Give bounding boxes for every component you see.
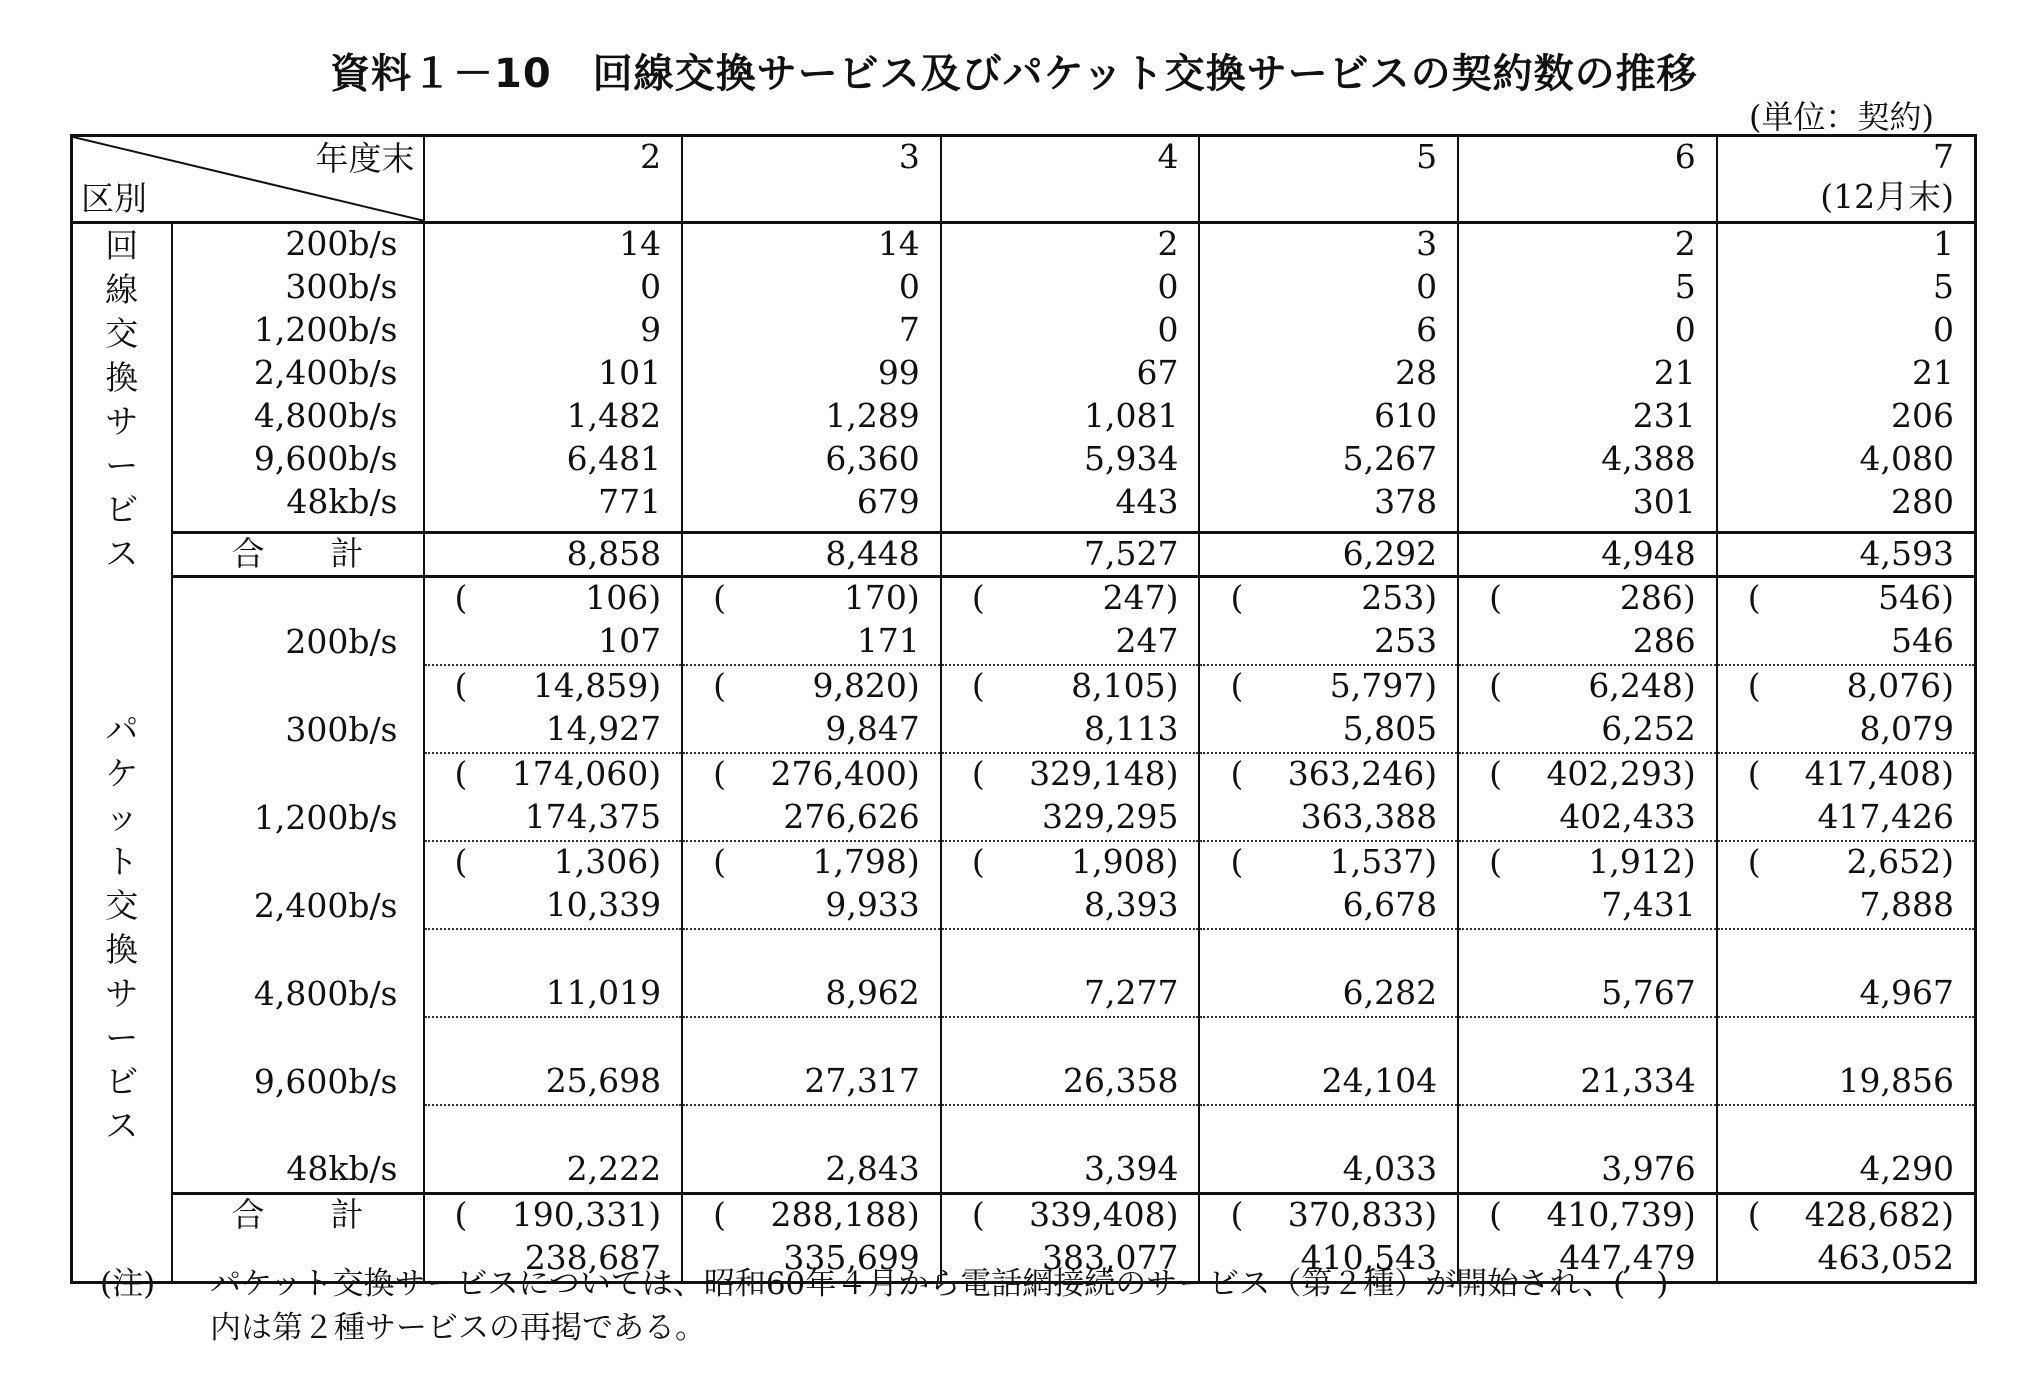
- table-cell: [941, 753, 1200, 841]
- speed-label: 4,800b/s: [172, 929, 424, 1017]
- table-cell: 0: [1933, 310, 1954, 349]
- group-char: パ: [105, 710, 139, 750]
- paren-value: [1718, 930, 1954, 973]
- group-char: 交: [105, 314, 139, 353]
- speed-label: 4,800b/s: [253, 396, 398, 435]
- value: 410,543: [1300, 1237, 1438, 1277]
- table-cell: [1199, 665, 1458, 753]
- value: 546: [1891, 620, 1954, 660]
- table-cell: 14: [619, 224, 662, 263]
- table-cell: 7: [898, 310, 920, 349]
- speed-column: [172, 223, 424, 533]
- table-cell: [682, 1105, 941, 1194]
- speed-label: 48kb/s: [286, 482, 398, 521]
- table-cell: [1717, 841, 1976, 929]
- total-cell: 8,448: [682, 532, 941, 576]
- paren-value: [425, 930, 662, 973]
- paren-value: ( 1,306): [454, 841, 662, 881]
- value: 8,962: [825, 972, 920, 1012]
- table-cell: 28: [1395, 353, 1438, 392]
- table-cell: 1,081: [1083, 396, 1179, 435]
- paren-value: [683, 1018, 920, 1061]
- value: 26,358: [1063, 1060, 1179, 1100]
- packet-row: [72, 665, 1976, 753]
- packet-group-label: [72, 576, 172, 1282]
- paren-value: [425, 1106, 662, 1149]
- paren-value: ( 363,246): [1230, 753, 1438, 793]
- value: 9,933: [825, 884, 920, 924]
- paren-value: ( 5,797): [1230, 665, 1438, 705]
- table-cell: [1199, 1017, 1458, 1105]
- speed-label: 9,600b/s: [253, 439, 398, 478]
- table-cell: 206: [1891, 396, 1954, 435]
- table-cell: 5,934: [1083, 439, 1179, 478]
- group-char: ビ: [105, 490, 139, 529]
- table-cell: 1,289: [825, 396, 920, 435]
- group-char: ビ: [105, 1062, 139, 1102]
- table-cell: [941, 1017, 1200, 1105]
- table-cell: 21: [1912, 353, 1954, 392]
- table-cell: [1199, 1105, 1458, 1194]
- paren-value: ( 170): [713, 577, 920, 617]
- corner-top-label: 年度末: [315, 139, 415, 178]
- paren-value: [1200, 930, 1437, 973]
- circuit-group-label: [72, 223, 172, 577]
- table-cell: [682, 1017, 941, 1105]
- table-cell: [941, 841, 1200, 929]
- paren-value: ( 8,105): [971, 665, 1179, 705]
- corner-cell: [72, 136, 424, 223]
- value: 4,967: [1859, 972, 1954, 1012]
- table-cell: 0: [1674, 310, 1696, 349]
- table-cell: 301: [1632, 482, 1696, 521]
- value: 11,019: [545, 972, 662, 1012]
- value: 25,698: [545, 1060, 662, 1100]
- value: 8,393: [1083, 884, 1179, 924]
- speed-label: 300b/s: [285, 267, 398, 306]
- table-cell: 280: [1891, 482, 1954, 521]
- total-cell: 7,527: [941, 532, 1200, 576]
- paren-value: ( 329,148): [971, 753, 1179, 793]
- paren-value: ( 410,739): [1489, 1194, 1696, 1234]
- table-cell: [1458, 576, 1717, 665]
- value: 9,847: [825, 708, 920, 748]
- value-column: [682, 223, 941, 533]
- value: 5,767: [1601, 972, 1696, 1012]
- table-cell: 679: [856, 482, 920, 521]
- value: 276,626: [783, 796, 920, 836]
- group-char: ッ: [105, 798, 139, 838]
- table-cell: [424, 841, 683, 929]
- paren-value: ( 546): [1747, 577, 1954, 617]
- paren-value: ( 1,912): [1489, 841, 1696, 881]
- header-row: [72, 136, 1976, 223]
- paren-value: [683, 930, 920, 973]
- total-cell: 8,858: [424, 532, 683, 576]
- speed-label: 200b/s: [285, 224, 398, 263]
- paren-value: ( 14,859): [454, 665, 662, 705]
- group-char: ー: [105, 446, 139, 485]
- table-cell: [1717, 576, 1976, 665]
- packet-row: [72, 841, 1976, 929]
- year-header: 5: [1199, 136, 1458, 223]
- value-column: [1199, 223, 1458, 533]
- page-title: 資料１－10 回線交換サービス及びパケット交換サービスの契約数の推移: [330, 51, 1698, 97]
- table-cell: [424, 576, 683, 665]
- table-cell: 1,482: [566, 396, 662, 435]
- value: 8,079: [1859, 708, 1954, 748]
- group-char: 回: [105, 226, 139, 265]
- value-column: [1458, 223, 1717, 533]
- paren-value: [942, 1106, 1179, 1149]
- table-cell: 2: [1674, 224, 1696, 263]
- paren-value: [1459, 930, 1696, 973]
- year-header: 7 (12月末): [1717, 136, 1976, 223]
- footnote: [100, 1262, 1668, 1350]
- group-char: ケ: [105, 754, 139, 794]
- value-column: [941, 223, 1200, 533]
- total-cell: 6,292: [1199, 532, 1458, 576]
- table-cell: 4,080: [1859, 439, 1954, 478]
- table-cell: 67: [1136, 353, 1179, 392]
- speed-label: 2,400b/s: [172, 841, 424, 929]
- speed-label: 1,200b/s: [172, 753, 424, 841]
- table-cell: 0: [1416, 267, 1438, 306]
- paren-value: ( 2,652): [1747, 841, 1954, 881]
- value: 4,033: [1342, 1148, 1438, 1188]
- table-cell: [1717, 1105, 1976, 1194]
- year-header: 4: [941, 136, 1200, 223]
- table-cell: 0: [1157, 267, 1179, 306]
- paren-value: ( 190,331): [454, 1194, 662, 1234]
- paren-value: ( 1,798): [713, 841, 920, 881]
- paren-value: ( 276,400): [713, 753, 920, 793]
- paren-value: ( 339,408): [971, 1194, 1179, 1234]
- table-cell: 9: [640, 310, 662, 349]
- table-cell: 5: [1674, 267, 1696, 306]
- paren-value: ( 428,682): [1747, 1194, 1954, 1234]
- table-cell: 0: [898, 267, 920, 306]
- total-cell: 4,593: [1717, 532, 1976, 576]
- group-char: 線: [105, 270, 139, 309]
- table-cell: [941, 1105, 1200, 1194]
- year-header: 3: [682, 136, 941, 223]
- value: 8,113: [1083, 708, 1179, 748]
- table-cell: 378: [1374, 482, 1438, 521]
- speed-label: 300b/s: [172, 665, 424, 753]
- value: 5,805: [1342, 708, 1438, 748]
- table-cell: [682, 576, 941, 665]
- speed-label: 200b/s: [172, 576, 424, 665]
- table-cell: [1458, 929, 1717, 1017]
- table-cell: [1458, 665, 1717, 753]
- value: 363,388: [1300, 796, 1438, 836]
- table-cell: 610: [1374, 396, 1438, 435]
- paren-value: [942, 930, 1179, 973]
- paren-value: [1718, 1018, 1954, 1061]
- table-cell: 1: [1933, 224, 1954, 263]
- total-cell: 4,948: [1458, 532, 1717, 576]
- value: 247: [1115, 620, 1179, 660]
- table-cell: [1717, 665, 1976, 753]
- value: 24,104: [1321, 1060, 1438, 1100]
- value: 286: [1632, 620, 1696, 660]
- table-cell: [682, 753, 941, 841]
- year-header: 6: [1458, 136, 1717, 223]
- circuit-total-row: [72, 532, 1976, 576]
- table-cell: [424, 665, 683, 753]
- value: 463,052: [1817, 1237, 1954, 1277]
- table-cell: [424, 1017, 683, 1105]
- group-char: ス: [105, 1106, 139, 1146]
- table-cell: [1458, 1105, 1717, 1194]
- paren-value: [1200, 1106, 1437, 1149]
- data-table: [70, 134, 1977, 1284]
- speed-label: 2,400b/s: [253, 353, 398, 392]
- total-label: 合 計: [172, 532, 424, 576]
- group-char: ー: [105, 1018, 139, 1058]
- paren-value: ( 1,908): [971, 841, 1179, 881]
- packet-row: [72, 576, 1976, 665]
- value: 14,927: [545, 708, 662, 748]
- group-char: ス: [105, 534, 139, 573]
- year-header: 2: [424, 136, 683, 223]
- unit-label: (単位：契約): [1749, 98, 1934, 136]
- paren-value: ( 174,060): [454, 753, 662, 793]
- table-cell: [682, 665, 941, 753]
- footnote-line2: 内は第２種サービスの再掲である。: [210, 1310, 706, 1346]
- paren-value: [1718, 1106, 1954, 1149]
- group-char: 換: [105, 930, 139, 970]
- table-cell: [941, 665, 1200, 753]
- value: 335,699: [783, 1237, 920, 1277]
- packet-row: [72, 753, 1976, 841]
- value: 329,295: [1042, 796, 1179, 836]
- paren-value: ( 370,833): [1230, 1194, 1438, 1234]
- value: 27,317: [804, 1060, 920, 1100]
- table-cell: 6,481: [566, 439, 662, 478]
- table-cell: 4,388: [1601, 439, 1696, 478]
- table-cell: 6: [1416, 310, 1438, 349]
- table-cell: 21: [1653, 353, 1696, 392]
- value: 171: [856, 620, 920, 660]
- paren-value: [425, 1018, 662, 1061]
- packet-row: [72, 929, 1976, 1017]
- paren-value: [942, 1018, 1179, 1061]
- paren-value: ( 1,537): [1230, 841, 1438, 881]
- speed-label: 1,200b/s: [253, 310, 398, 349]
- table-cell: [1199, 929, 1458, 1017]
- table-cell: [1199, 753, 1458, 841]
- group-char: ト: [105, 842, 139, 882]
- packet-row: [72, 1017, 1976, 1105]
- value: 3,394: [1083, 1148, 1179, 1188]
- paren-value: ( 288,188): [713, 1194, 920, 1234]
- group-char: サ: [105, 402, 139, 441]
- table-cell: [424, 929, 683, 1017]
- circuit-rows: [72, 223, 1976, 533]
- table-cell: 99: [877, 353, 920, 392]
- value: 417,426: [1817, 796, 1954, 836]
- value: 2,222: [566, 1148, 662, 1188]
- value: 174,375: [524, 796, 662, 836]
- value: 7,277: [1083, 972, 1179, 1012]
- table-cell: 14: [877, 224, 920, 263]
- total-cell: [1717, 1193, 1976, 1282]
- table-cell: [682, 841, 941, 929]
- table-cell: 231: [1632, 396, 1696, 435]
- paren-value: ( 8,076): [1747, 665, 1954, 705]
- value: 107: [598, 620, 662, 660]
- value: 21,334: [1580, 1060, 1696, 1100]
- paren-value: ( 106): [454, 577, 662, 617]
- table-cell: [941, 576, 1200, 665]
- paren-value: [683, 1106, 920, 1149]
- table-cell: [1717, 753, 1976, 841]
- value: 10,339: [545, 884, 662, 924]
- table-cell: 443: [1115, 482, 1179, 521]
- value: 253: [1374, 620, 1438, 660]
- paren-value: ( 9,820): [713, 665, 920, 705]
- corner-bottom-label: 区別: [81, 179, 147, 218]
- value: 7,431: [1601, 884, 1696, 924]
- total-label: 合 計: [172, 1193, 424, 1282]
- packet-row: [72, 1105, 1976, 1194]
- table-cell: [1717, 1017, 1976, 1105]
- table-cell: [1458, 841, 1717, 929]
- table-cell: 3: [1416, 224, 1438, 263]
- table-cell: 2: [1157, 224, 1179, 263]
- footnote-line1: パケット交換サービスについては、昭和60年４月から電話網接続のサービス（第２種）が開始され、( ): [210, 1266, 1669, 1302]
- value: 4,290: [1859, 1148, 1954, 1188]
- group-char: 交: [105, 886, 139, 926]
- value: 19,856: [1838, 1060, 1954, 1100]
- table-cell: [1199, 841, 1458, 929]
- table-cell: 101: [598, 353, 662, 392]
- table-cell: [1458, 1017, 1717, 1105]
- value: 6,678: [1342, 884, 1438, 924]
- table-cell: 0: [1157, 310, 1179, 349]
- paren-value: ( 286): [1489, 577, 1696, 617]
- paren-value: [1459, 1106, 1696, 1149]
- packet-switching-section: [72, 576, 1976, 1282]
- paren-value: [1459, 1018, 1696, 1061]
- value: 383,077: [1042, 1237, 1179, 1277]
- value: 2,843: [825, 1148, 920, 1188]
- table-cell: 5: [1933, 267, 1954, 306]
- value: 6,282: [1342, 972, 1438, 1012]
- value: 447,479: [1559, 1237, 1696, 1277]
- table-cell: 771: [598, 482, 662, 521]
- table-cell: 0: [640, 267, 662, 306]
- footnote-label: (注): [100, 1266, 156, 1302]
- value: 6,252: [1601, 708, 1696, 748]
- paren-value: ( 253): [1230, 577, 1438, 617]
- table-cell: 6,360: [825, 439, 920, 478]
- table-cell: [941, 929, 1200, 1017]
- speed-label: 48kb/s: [172, 1105, 424, 1194]
- table-cell: [424, 1105, 683, 1194]
- table-cell: [682, 929, 941, 1017]
- circuit-switching-section: [72, 223, 1976, 577]
- group-char: 換: [105, 358, 139, 397]
- paren-value: ( 247): [971, 577, 1179, 617]
- paren-value: ( 417,408): [1747, 753, 1954, 793]
- table-cell: [1458, 753, 1717, 841]
- paren-value: ( 402,293): [1489, 753, 1696, 793]
- value: 402,433: [1559, 796, 1696, 836]
- group-char: サ: [105, 974, 139, 1014]
- table-cell: [1199, 576, 1458, 665]
- table-cell: 5,267: [1342, 439, 1438, 478]
- paren-value: [1200, 1018, 1437, 1061]
- speed-label: 9,600b/s: [172, 1017, 424, 1105]
- value-column: [1717, 223, 1976, 533]
- table-cell: [1717, 929, 1976, 1017]
- value: 7,888: [1859, 884, 1954, 924]
- value-column: [424, 223, 683, 533]
- value: 238,687: [524, 1237, 662, 1277]
- value: 3,976: [1601, 1148, 1696, 1188]
- table-cell: [424, 753, 683, 841]
- paren-value: ( 6,248): [1489, 665, 1696, 705]
